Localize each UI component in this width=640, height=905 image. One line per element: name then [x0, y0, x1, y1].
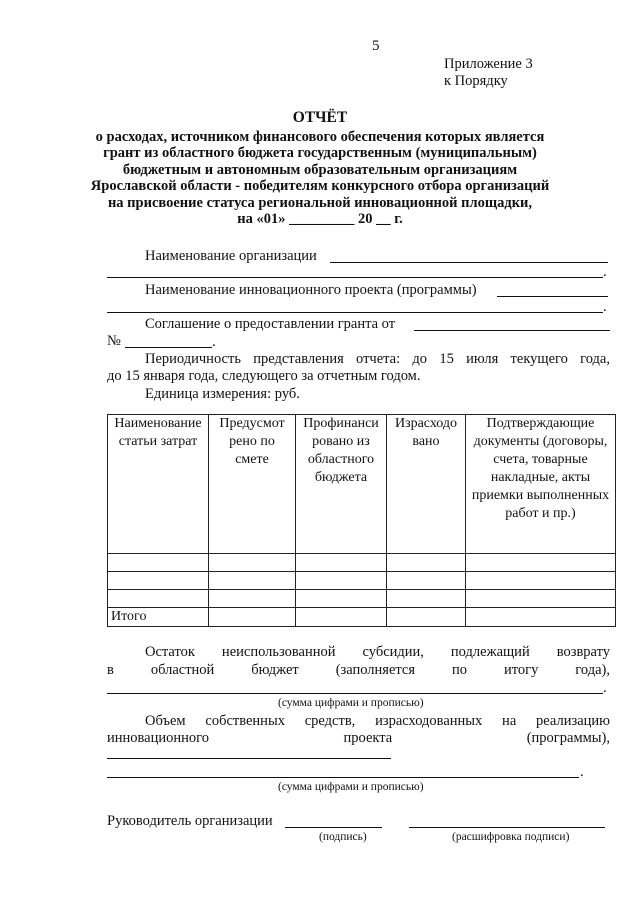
table-cell[interactable]: [466, 554, 616, 572]
table-cell[interactable]: [466, 590, 616, 608]
header-cell: Израсходо вано: [387, 415, 466, 554]
table-cell[interactable]: [387, 608, 466, 627]
title-line: Ярославской области - победителям конкурсного отбора организаций: [90, 178, 550, 194]
table-cell[interactable]: [296, 590, 387, 608]
appendix-line-1: Приложение 3: [444, 56, 533, 72]
project-name-label: Наименование инновационного проекта (программы): [145, 282, 477, 298]
table-row: [108, 554, 616, 572]
periodicity-line-2: до 15 января года, следующего за отчетным годом.: [107, 368, 421, 384]
table-cell[interactable]: [296, 554, 387, 572]
title-line: о расходах, источником финансового обеспечения которых является: [95, 128, 545, 145]
total-label: Итого: [108, 608, 209, 627]
period-mark: .: [603, 680, 607, 696]
report-title: [0, 110, 640, 228]
appendix-note: [444, 56, 533, 90]
table-cell[interactable]: [209, 554, 296, 572]
appendix-line-2: к Порядку: [444, 73, 508, 89]
title-line: грант из областного бюджета государственным (муниципальным): [103, 145, 537, 161]
periodicity-line-1: Периодичность представления отчета: до 15 июля текущего года,: [145, 351, 610, 367]
period-mark: .: [603, 264, 607, 280]
table-cell[interactable]: [387, 590, 466, 608]
period-mark: .: [212, 334, 216, 350]
remainder-amount-field[interactable]: [107, 693, 603, 694]
unit-label: Единица измерения: руб.: [145, 386, 300, 402]
table-cell[interactable]: [108, 554, 209, 572]
table-cell[interactable]: [296, 608, 387, 627]
period-mark: .: [603, 299, 607, 315]
table-row: [108, 572, 616, 590]
table-cell[interactable]: [466, 608, 616, 627]
table-cell[interactable]: [108, 590, 209, 608]
agreement-number-field[interactable]: [125, 347, 212, 348]
remainder-hint: (сумма цифрами и прописью): [278, 697, 424, 709]
table-cell[interactable]: [209, 590, 296, 608]
number-sign: №: [107, 333, 121, 349]
table-cell[interactable]: [296, 572, 387, 590]
table-total-row: [108, 608, 616, 627]
signature-field[interactable]: [285, 827, 382, 828]
remainder-line-2: в областной бюджет (заполняется по итогу года),: [107, 662, 610, 678]
header-cell: Предусмот рено по смете: [209, 415, 296, 554]
agreement-label: Соглашение о предоставлении гранта от: [145, 316, 396, 332]
table-cell[interactable]: [387, 554, 466, 572]
table-cell[interactable]: [209, 608, 296, 627]
header-cell: Подтверждающие документы (договоры, счета, товарные накладные, акты приемки выполненных работ и пр.): [466, 415, 616, 554]
table-cell[interactable]: [108, 572, 209, 590]
own-funds-line-2: инновационного проекта (программы),: [107, 730, 610, 746]
project-name-field[interactable]: [497, 296, 608, 297]
table-header-row: [108, 415, 616, 554]
project-name-field-continued[interactable]: [107, 312, 603, 313]
own-funds-hint: (сумма цифрами и прописью): [278, 781, 424, 793]
table-row: [108, 590, 616, 608]
agreement-date-field[interactable]: [414, 330, 610, 331]
page-number: 5: [372, 38, 380, 54]
signature-decode-field[interactable]: [409, 827, 605, 828]
title-line: бюджетным и автономным образовательным организациям: [122, 161, 518, 178]
header-cell: Наименование статьи затрат: [108, 415, 209, 554]
own-funds-line-1: Объем собственных средств, израсходованных на реализацию: [145, 713, 610, 729]
signature-decode-hint: (расшифровка подписи): [452, 831, 570, 843]
signature-hint: (подпись): [319, 831, 367, 843]
org-name-field[interactable]: [330, 262, 608, 263]
title-line: на присвоение статуса региональной инновационной площадки,: [107, 194, 533, 211]
header-cell: Профинанси ровано из областного бюджета: [296, 415, 387, 554]
table-cell[interactable]: [466, 572, 616, 590]
table-cell[interactable]: [387, 572, 466, 590]
own-funds-field[interactable]: [107, 758, 391, 759]
signature-label: Руководитель организации: [107, 813, 273, 829]
remainder-line-1: Остаток неиспользованной субсидии, подлежащий возврату: [145, 644, 610, 660]
report-heading: ОТЧЁТ: [292, 109, 348, 126]
period-mark: .: [580, 764, 584, 780]
org-name-label: Наименование организации: [145, 248, 317, 264]
table-cell[interactable]: [209, 572, 296, 590]
expense-table: [107, 414, 616, 627]
title-date-line: на «01» _________ 20 __ г.: [237, 211, 403, 227]
org-name-field-continued[interactable]: [107, 277, 603, 278]
own-funds-field-continued[interactable]: [107, 777, 579, 778]
